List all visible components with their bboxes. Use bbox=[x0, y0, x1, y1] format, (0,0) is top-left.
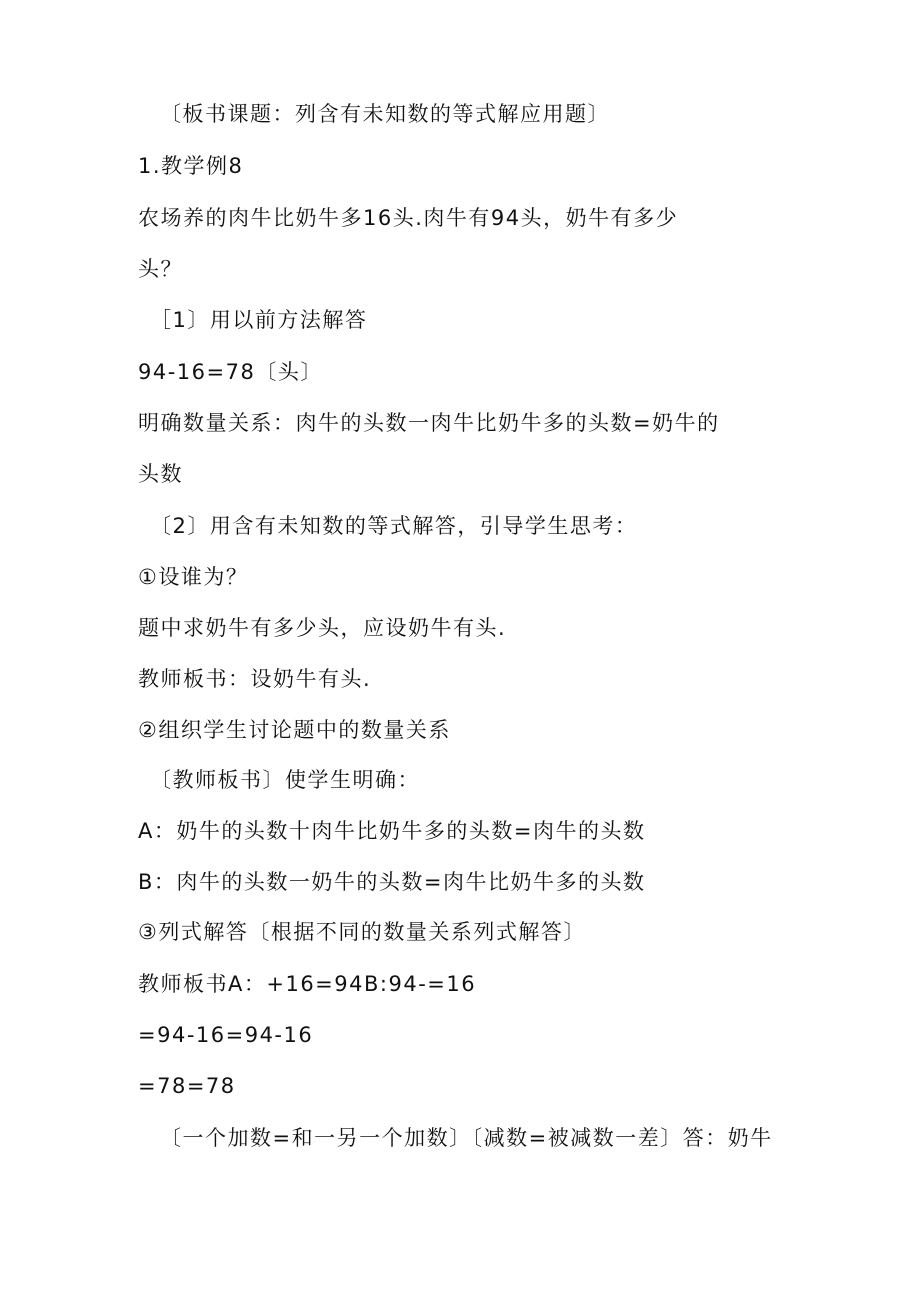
relation-b: B：肉牛的头数一奶牛的头数=肉牛比奶牛多的头数 bbox=[138, 870, 646, 894]
relation-a: A：奶牛的头数十肉牛比奶牛多的头数=肉牛的头数 bbox=[138, 819, 646, 843]
step-1-question: ①设谁为？ bbox=[138, 565, 249, 589]
method-1-heading: ［1〕用以前方法解答 bbox=[150, 308, 368, 332]
method-2-heading: 〔2〕用含有未知数的等式解答，引导学生思考： bbox=[150, 514, 638, 538]
example-heading: 1.教学例8 bbox=[138, 154, 244, 178]
relation-line-2: 头数 bbox=[138, 462, 183, 486]
board-title-line: 〔板书课题：列含有未知数的等式解应用题〕 bbox=[160, 102, 610, 126]
step-1-board-note: 教师板书：设奶牛有头. bbox=[138, 667, 372, 691]
step-3-heading: ③列式解答〔根据不同的数量关系列式解答〕 bbox=[138, 920, 586, 944]
problem-text-line-1: 农场养的肉牛比奶牛多16头.肉牛有94头，奶牛有多少 bbox=[138, 206, 679, 230]
step-2-board-note: 〔教师板书〕使学生明确： bbox=[150, 768, 420, 792]
step-1-explanation: 题中求奶牛有多少头，应设奶牛有头. bbox=[138, 616, 507, 640]
problem-text-line-2: 头？ bbox=[138, 257, 183, 281]
relation-line-1: 明确数量关系：肉牛的头数一肉牛比奶牛多的头数=奶牛的 bbox=[138, 411, 720, 435]
board-equations-line-1: 教师板书A：+16=94B:94-=16 bbox=[138, 972, 477, 996]
board-equations-line-3: =78=78 bbox=[138, 1074, 236, 1098]
step-2-heading: ②组织学生讨论题中的数量关系 bbox=[138, 718, 451, 742]
board-equations-line-2: =94-16=94-16 bbox=[138, 1023, 314, 1047]
method-1-equation: 94-16=78〔头〕 bbox=[138, 360, 323, 384]
rules-and-answer-line: 〔一个加数=和一另一个加数〕〔减数=被减数一差〕答：奶牛 bbox=[160, 1126, 773, 1150]
